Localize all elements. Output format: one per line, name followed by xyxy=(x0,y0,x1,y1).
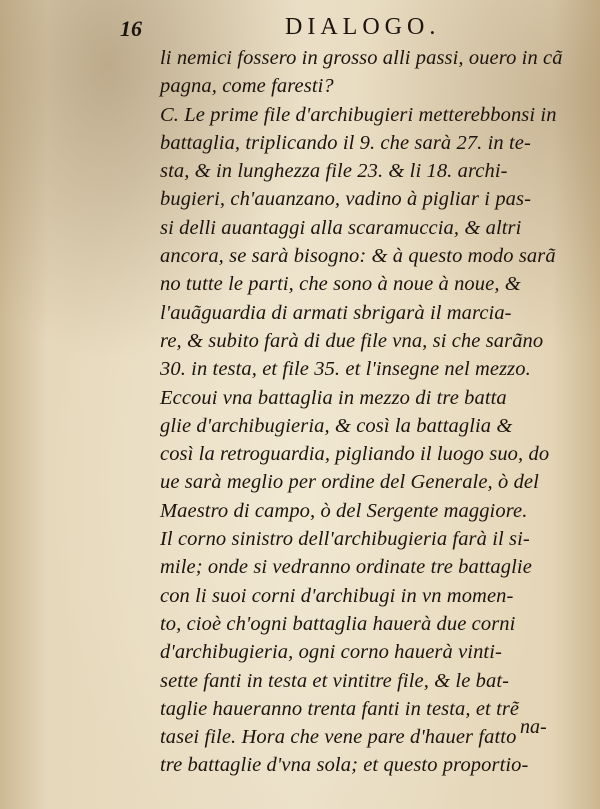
text-line: ue sarà meglio per ordine del Generale, ò del xyxy=(160,471,539,494)
text-line: si delli auantaggi alla scaramuccia, & altri xyxy=(160,216,522,239)
running-head: DIALOGO. xyxy=(285,14,441,40)
text-line: così la retroguardia, pigliando il luogo suo, do xyxy=(160,443,550,466)
text-line: glie d'archibugieria, & così la battaglia & xyxy=(160,414,513,437)
text-line: li nemici fossero in grosso alli passi, ouero in cã xyxy=(160,47,563,69)
text-line: 30. in testa, et file 35. et l'insegne nel mezzo. xyxy=(160,358,531,381)
text-line: Eccoui vna battaglia in mezzo di tre batta xyxy=(160,386,507,409)
text-line: to, cioè ch'ogni battaglia hauerà due corni xyxy=(160,612,516,635)
text-line: taglie haueranno trenta fanti in testa, et trẽ xyxy=(160,697,520,720)
body-text xyxy=(160,44,580,780)
text-line: ancora, se sarà bisogno: & à questo modo sarã xyxy=(160,245,556,268)
text-line: C. Le prime file d'archibugieri metterebbonsi in xyxy=(160,103,557,126)
page-header xyxy=(120,10,560,46)
text-line: sette fanti in testa et vintitre file, & le bat- xyxy=(160,669,510,692)
text-line: bugieri, ch'auanzano, vadino à pigliar i pas- xyxy=(160,188,532,211)
text-line: Maestro di campo, ò del Sergente maggiore. xyxy=(160,499,528,522)
text-line: re, & subito farà di due file vna, si che sarãno xyxy=(160,329,544,352)
catchword: na- xyxy=(520,716,547,738)
text-line: d'archibugieria, ogni corno hauerà vinti- xyxy=(160,641,502,664)
text-line: con li suoi corni d'archibugi in vn momen- xyxy=(160,584,514,607)
text-line: mile; onde si vedranno ordinate tre battaglie xyxy=(160,556,532,579)
text-line: battaglia, triplicando il 9. che sarà 27. in te- xyxy=(160,131,531,154)
text-line: no tutte le parti, che sono à noue à noue, & xyxy=(160,273,521,296)
page-number: 16 xyxy=(120,16,142,41)
text-line: sta, & in lunghezza file 23. & li 18. archi- xyxy=(160,160,508,183)
text-line: tre battaglie d'vna sola; et questo proportio- xyxy=(160,754,529,777)
text-line: l'auãguardia di armati sbrigarà il marcia- xyxy=(160,301,512,324)
text-line: Il corno sinistro dell'archibugieria farà il si- xyxy=(160,528,530,551)
text-line: pagna, come faresti? xyxy=(160,75,334,98)
text-line: tasei file. Hora che vene pare d'hauer fatto xyxy=(160,726,517,749)
